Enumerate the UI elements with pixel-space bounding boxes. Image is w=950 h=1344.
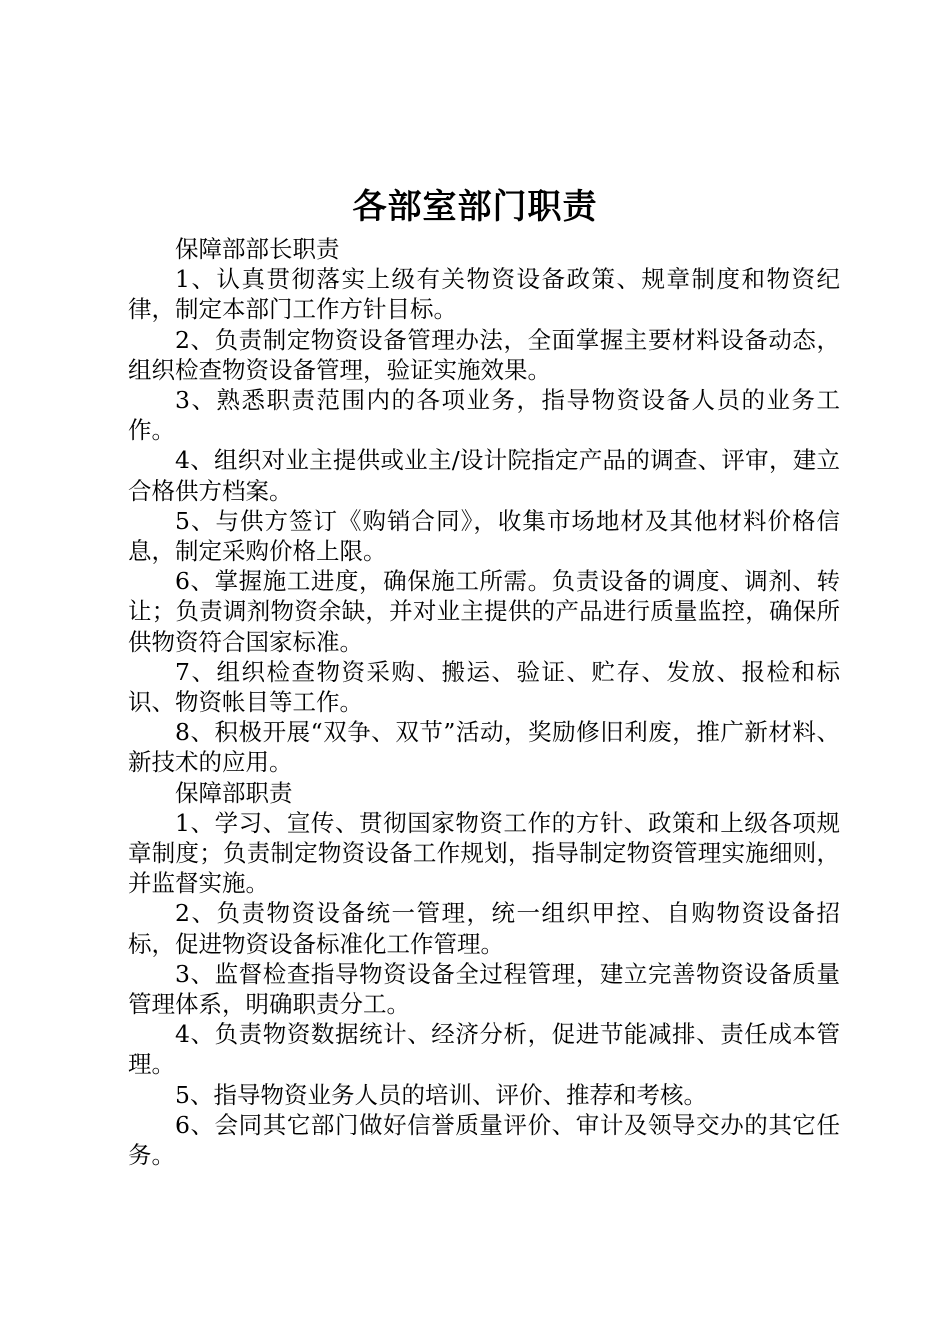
duty-item: 3、熟悉职责范围内的各项业务，指导物资设备人员的业务工作。 (128, 386, 840, 445)
document-title: 各部室部门职责 (352, 187, 598, 227)
duty-item: 6、会同其它部门做好信誉质量评价、审计及领导交办的其它任务。 (128, 1110, 840, 1170)
document-body (128, 234, 840, 1170)
duty-item: 7、组织检查物资采购、搬运、验证、贮存、发放、报检和标识、物资帐目等工作。 (128, 657, 840, 717)
duty-item: 1、学习、宣传、贯彻国家物资工作的方针、政策和上级各项规章制度；负责制定物资设备工作规划，指导制定物资管理实施细则，并监督实施。 (128, 808, 840, 898)
duty-item: 2、负责制定物资设备管理办法，全面掌握主要材料设备动态，组织检查物资设备管理，验证实施效果。 (128, 325, 840, 384)
section-heading-minister-duties: 保障部部长职责 (175, 235, 340, 263)
duty-item: 1、认真贯彻落实上级有关物资设备政策、规章制度和物资纪律，制定本部门工作方针目标。 (128, 265, 840, 324)
duty-item: 8、积极开展“双争、双节”活动，奖励修旧利废，推广新材料、新技术的应用。 (128, 718, 840, 777)
duty-item: 6、掌握施工进度，确保施工所需。负责设备的调度、调剂、转让；负责调剂物资余缺，并对业主提供的产品进行质量监控，确保所供物资符合国家标准。 (128, 567, 840, 656)
duty-item: 5、指导物资业务人员的培训、评价、推荐和考核。 (175, 1080, 707, 1109)
duty-item: 2、负责物资设备统一管理，统一组织甲控、自购物资设备招标，促进物资设备标准化工作管理。 (128, 899, 840, 958)
duty-item: 5、与供方签订《购销合同》，收集市场地材及其他材料价格信息，制定采购价格上限。 (128, 506, 840, 566)
duty-item: 4、负责物资数据统计、经济分析，促进节能减排、责任成本管理。 (128, 1020, 840, 1079)
duty-item: 3、监督检查指导物资设备全过程管理，建立完善物资设备质量管理体系，明确职责分工。 (128, 959, 840, 1019)
duty-item: 4、组织对业主提供或业主/设计院指定产品的调查、评审，建立合格供方档案。 (128, 446, 840, 505)
section-heading-department-duties: 保障部职责 (175, 778, 293, 807)
